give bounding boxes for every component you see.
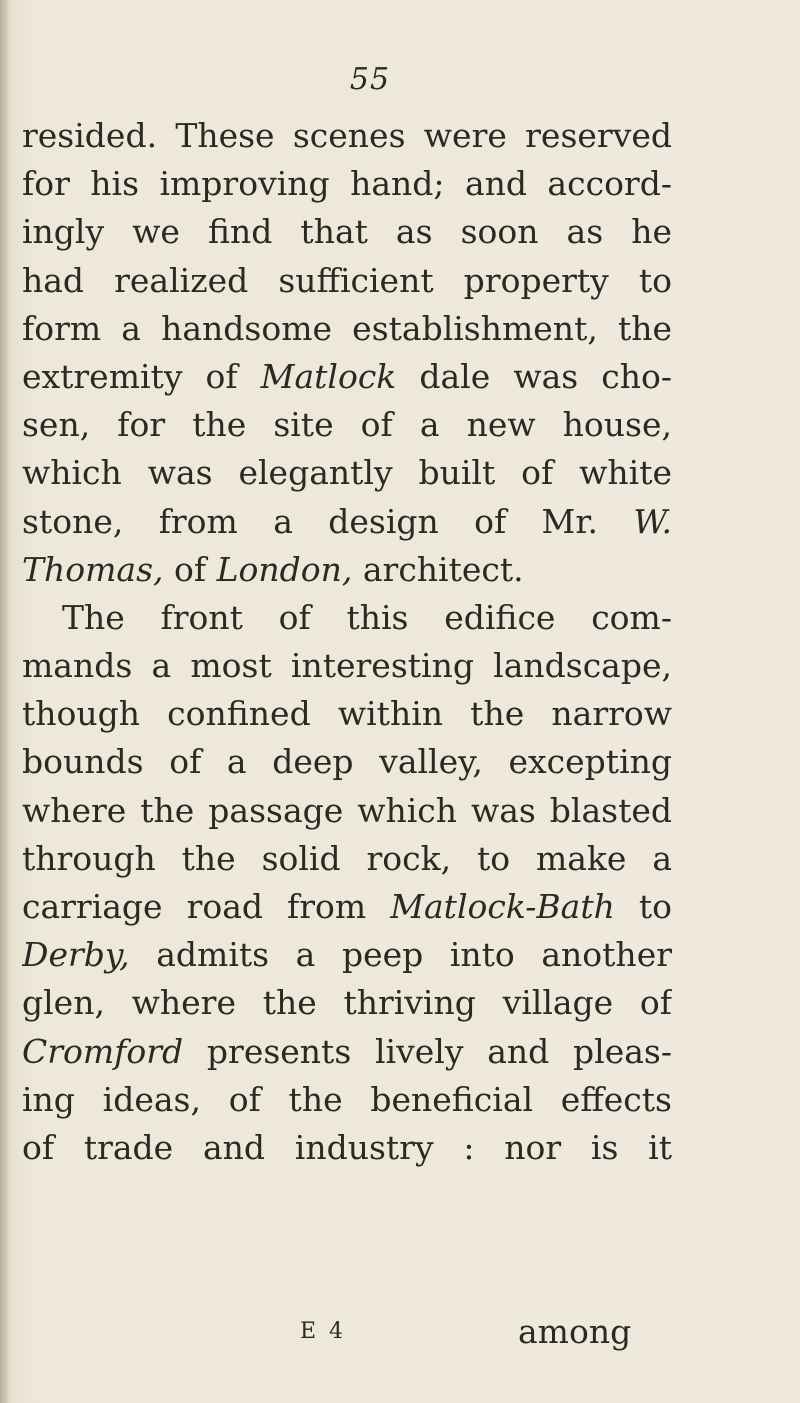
text-run: stone, from a design of Mr.: [22, 501, 634, 541]
text-line: [22, 1076, 672, 1124]
text-line: [22, 642, 672, 690]
text-run: to: [614, 887, 672, 926]
text-run: where the passage which was blasted: [22, 790, 672, 830]
text-line: [22, 257, 672, 305]
text-run: had realized sufficient property to: [22, 260, 672, 300]
text-line: [22, 1124, 672, 1172]
text-run: of trade and industry : nor is it: [22, 1127, 672, 1167]
text-line: [22, 112, 672, 160]
text-run: mands a most interesting landscape,: [22, 646, 672, 686]
text-line: [22, 690, 672, 738]
italic-text-run: Derby,: [22, 935, 130, 975]
text-line: [22, 449, 672, 497]
text-run: bounds of a deep valley, excepting: [22, 742, 672, 782]
text-run: though confined within the narrow: [22, 694, 672, 734]
text-line: [22, 787, 672, 835]
text-line: [22, 401, 672, 449]
body-text: [22, 112, 672, 1172]
italic-text-run: Matlock-Bath: [390, 887, 615, 926]
text-run: carriage road from: [22, 887, 391, 926]
text-line: [22, 594, 672, 642]
signature-mark: E 4: [300, 1319, 347, 1344]
text-run: resided. These scenes were reserved: [22, 116, 672, 155]
text-run: The front of this edifice com-: [62, 597, 672, 637]
text-run: glen, where the thriving village of: [22, 983, 672, 1023]
italic-text-run: Matlock: [260, 356, 397, 396]
page-number: 55: [349, 62, 391, 97]
catchword: among: [518, 1312, 632, 1351]
text-run: extremity of: [22, 356, 261, 396]
italic-text-run: W.: [633, 501, 672, 541]
text-run: sen, for the site of a new house,: [22, 405, 672, 445]
text-line: [22, 160, 672, 208]
text-line: [22, 353, 672, 401]
italic-text-run: Cromford: [22, 1031, 184, 1071]
text-run: of: [163, 549, 217, 589]
text-line: [22, 738, 672, 786]
page-footer: [0, 1308, 800, 1356]
text-line: [22, 498, 672, 546]
italic-text-run: Thomas,: [22, 549, 164, 589]
text-line: [22, 883, 672, 931]
text-run: form a handsome establishment, the: [22, 308, 672, 348]
text-run: admits a peep into another: [129, 935, 672, 975]
text-line: [22, 835, 672, 883]
text-run: architect.: [352, 549, 524, 589]
text-run: dale was cho-: [396, 356, 672, 396]
text-line: [22, 546, 672, 594]
text-run: which was elegantly built of white: [22, 453, 672, 493]
text-run: ingly we find that as soon as he: [22, 212, 672, 252]
text-run: for his improving hand; and accord-: [22, 164, 672, 204]
text-line: [22, 1028, 672, 1076]
text-line: [22, 208, 672, 256]
text-run: presents lively and pleas-: [183, 1031, 672, 1071]
italic-text-run: London,: [216, 549, 353, 589]
text-run: ing ideas, of the beneficial effects: [22, 1079, 672, 1119]
text-line: [22, 931, 672, 979]
gutter-shadow: [0, 0, 10, 1403]
text-run: through the solid rock, to make a: [22, 838, 672, 878]
text-line: [22, 305, 672, 353]
text-line: [22, 979, 672, 1027]
